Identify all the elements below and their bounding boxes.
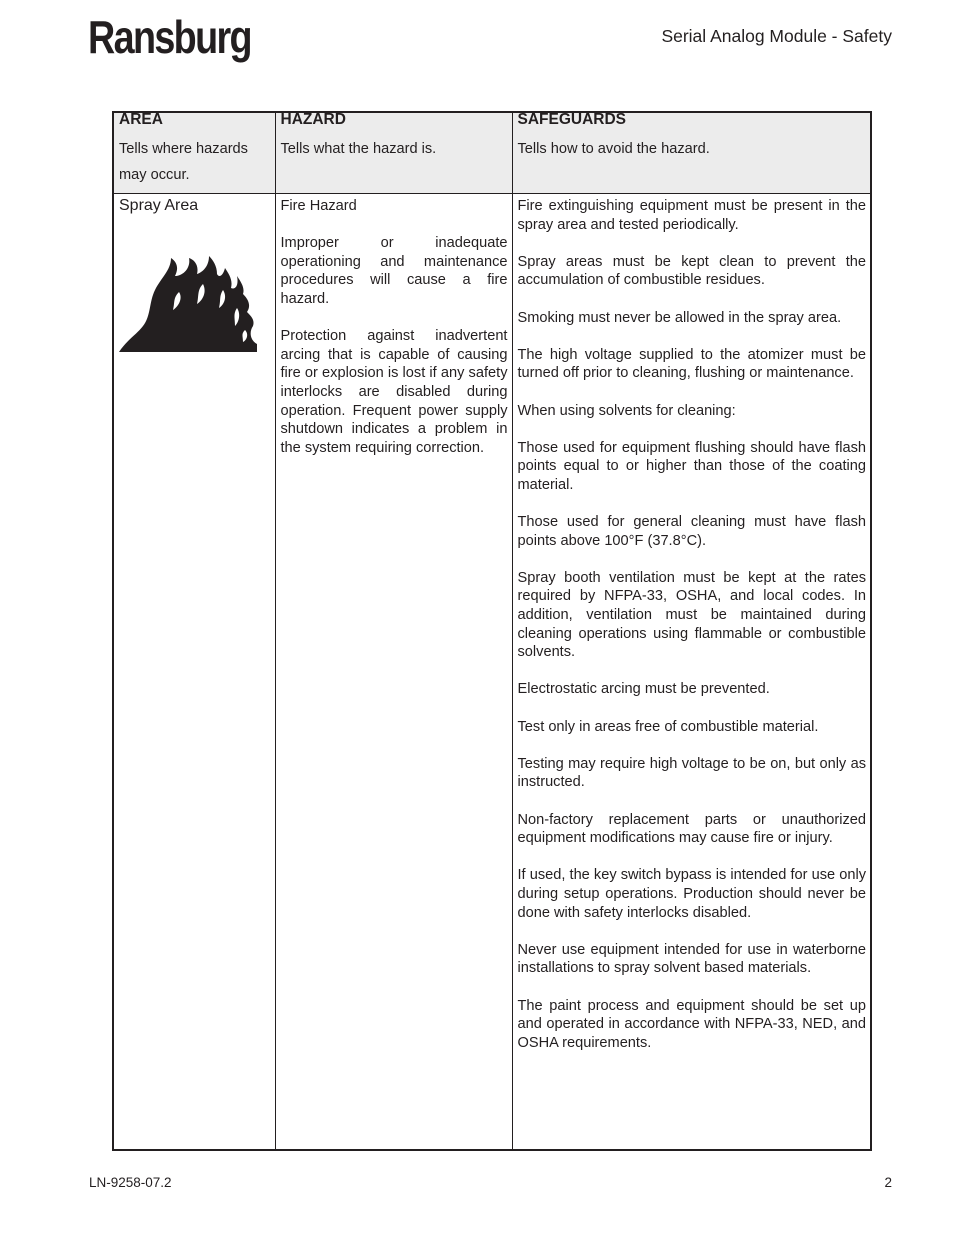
- safeguard-item: Spray booth ventilation must be kept at the rates required by NFPA-33, OSHA, and local codes. In addition, ventilation must be maintained during cleaning operations using flammable or combustible solvents.: [517, 569, 866, 661]
- safeguards-description: Tells how to avoid the hazard.: [517, 141, 710, 157]
- hazard-paragraph: Protection against inadvertent arcing that is capable of causing fire or explosion is lost if any safety interlocks are disabled during operation. Frequent power supply shutdown indicates a problem in the system requiring correction.: [280, 328, 508, 456]
- area-cell: [113, 194, 275, 1151]
- page-header-title: Serial Analog Module - Safety: [661, 26, 892, 46]
- area-header-cell: [113, 112, 275, 194]
- hazard-description: Tells what the hazard is.: [280, 141, 437, 157]
- ransburg-logo: Ransburg: [88, 11, 251, 63]
- safeguard-item: Smoking must never be allowed in the spray area.: [517, 309, 842, 326]
- safeguard-item: Never use equipment intended for use in waterborne installations to spray solvent based materials.: [517, 941, 866, 977]
- safeguards-header-cell: [512, 112, 871, 194]
- area-name: Spray Area: [119, 197, 199, 214]
- table-row: [113, 194, 871, 1151]
- table-header-row: [113, 112, 871, 194]
- safeguards-cell: [512, 194, 871, 1151]
- area-heading: AREA: [119, 111, 163, 128]
- safeguard-item: Testing may require high voltage to be on, but only as instructed.: [517, 755, 866, 791]
- area-description: Tells where hazards may occur.: [119, 141, 248, 183]
- safeguard-item: Test only in areas free of combustible material.: [517, 718, 819, 735]
- fire-icon: [119, 256, 257, 356]
- page-number: 2: [884, 1175, 892, 1190]
- document-number: LN-9258-07.2: [89, 1175, 172, 1190]
- safeguard-item: The high voltage supplied to the atomizer must be turned off prior to cleaning, flushing or maintenance.: [517, 346, 866, 382]
- hazard-header-cell: [275, 112, 512, 194]
- safeguard-item: Fire extinguishing equipment must be present in the spray area and tested periodically.: [517, 198, 866, 233]
- safety-hazard-table: [112, 111, 872, 1151]
- safeguard-item: Those used for equipment flushing should have flash points equal to or higher than those of the coating material.: [517, 439, 866, 493]
- safeguard-item: Spray areas must be kept clean to prevent the accumulation of combustible residues.: [517, 253, 866, 289]
- hazard-paragraph: Improper or inadequate operationing and maintenance procedures will cause a fire hazard.: [280, 235, 508, 307]
- hazard-heading: HAZARD: [280, 111, 346, 128]
- safeguard-item: If used, the key switch bypass is intended for use only during setup operations. Production should never be done with safety interlocks disabled.: [517, 867, 866, 921]
- safeguard-item: Non-factory replacement parts or unauthorized equipment modifications may cause fire or injury.: [517, 811, 866, 847]
- safeguard-item: Electrostatic arcing must be prevented.: [517, 681, 770, 698]
- safeguard-item: When using solvents for cleaning:: [517, 402, 736, 419]
- hazard-cell: [275, 194, 512, 1151]
- safeguards-list: [518, 197, 867, 1052]
- safeguard-item: Those used for general cleaning must have flash points above 100°F (37.8°C).: [517, 514, 866, 549]
- safeguard-item: The paint process and equipment should be set up and operated in accordance with NFPA-33, NED, and OSHA requirements.: [517, 997, 866, 1051]
- safeguards-heading: SAFEGUARDS: [517, 111, 627, 128]
- hazard-title: Fire Hazard: [280, 198, 357, 214]
